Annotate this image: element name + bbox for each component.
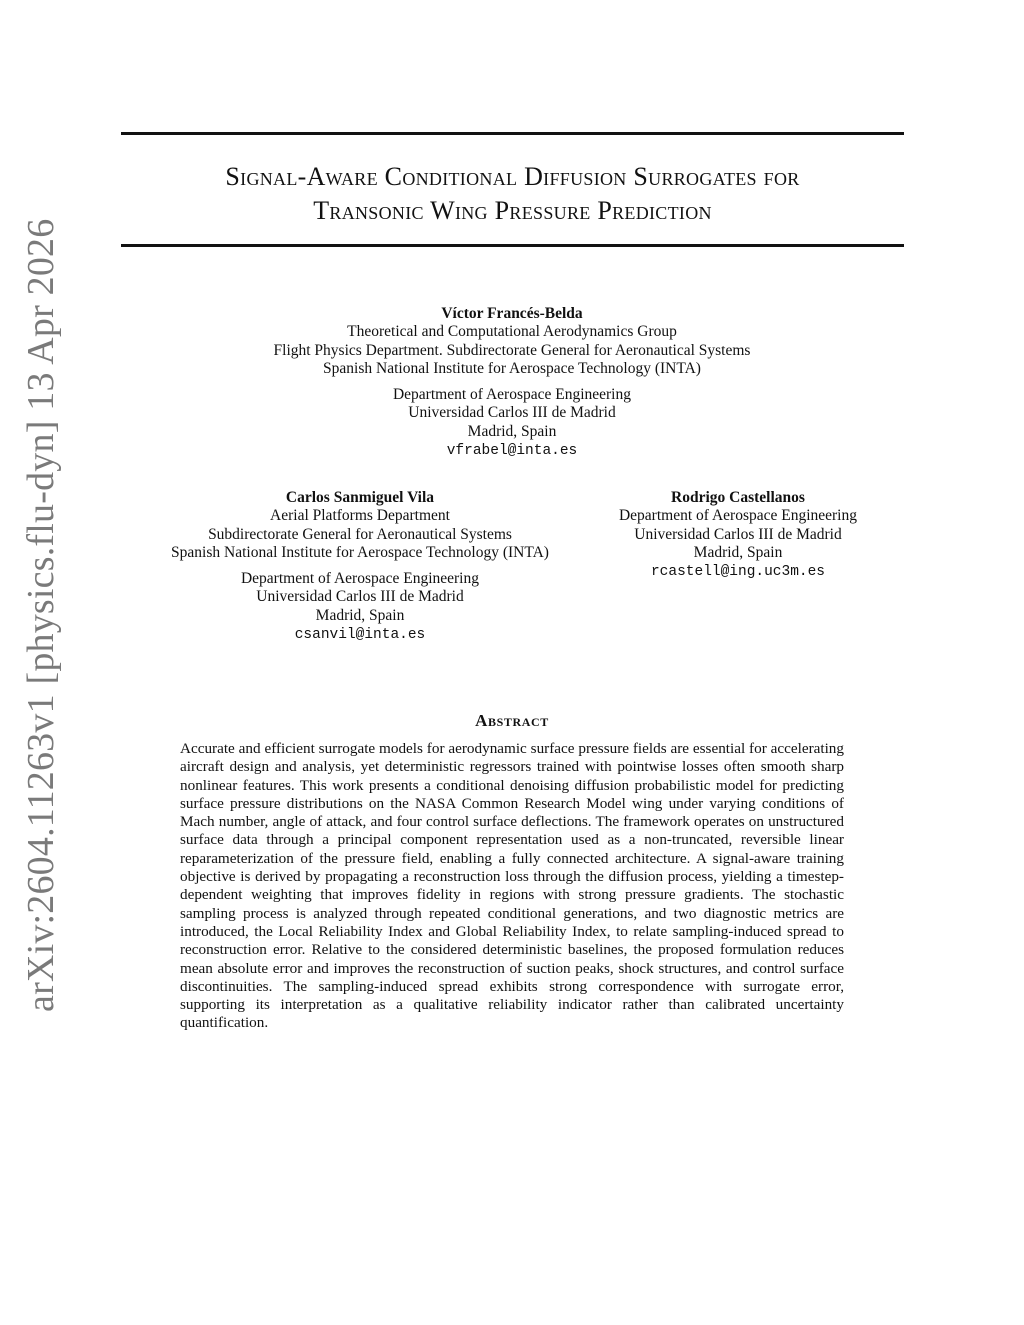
author-affiliation-line: Madrid, Spain: [315, 606, 405, 624]
abstract-body: Accurate and efficient surrogate models for aerodynamic surface pressure fields are essential for accelerating aircraft design and analysis, yet deterministic regressors trained with pointwise losses often smooth sharp nonlinear features. This work presents a conditional denoising diffusion probabilistic model for predicting surface pressure distributions on the NASA Common Research Model wing under varying conditions of Mach number, angle of attack, and four control surface deflections. The framework operates on unstructured surface data through a principal component representation used as a non-truncated, reversible linear reparameterization of the pressure field, enabling a fully connected architecture. A signal-aware training objective is derived by propagating a reconstruction loss through the diffusion process, yielding a timestep-dependent weighting that improves fidelity in regions with strong pressure gradients. The stochastic sampling process is analyzed through repeated conditional generations, and two diagnostic metrics are introduced, the Local Reliability Index and Global Reliability Index, to relate sampling-induced spread to reconstruction error. Relative to the considered deterministic baselines, the proposed formulation reduces mean absolute error and improves the reconstruction of suction peaks, shock structures, and control surface discontinuities. The sampling-induced spread exhibits strong correspondence with surrogate error, supporting its interpretation as a qualitative reliability indicator rather than calibrated uncertainty quantification.: [180, 740, 844, 1032]
author-affiliation-line: Department of Aerospace Engineering: [618, 507, 857, 525]
paper-title-line-1: Signal-Aware Conditional Diffusion Surrogates for: [225, 162, 800, 191]
author-block-2: [140, 489, 580, 644]
author-affiliation-line: Flight Physics Department. Subdirectorate General for Aeronautical Systems: [273, 341, 751, 359]
title-rule-bottom: [121, 244, 904, 247]
author-affiliation-line: Universidad Carlos III de Madrid: [408, 404, 616, 422]
author-name: Víctor Francés-Belda: [441, 305, 583, 322]
author-affiliation-line: Universidad Carlos III de Madrid: [634, 525, 842, 543]
author-affiliation-line: Department of Aerospace Engineering: [392, 386, 631, 404]
author-affiliation-line: Universidad Carlos III de Madrid: [256, 588, 464, 606]
author-name: Carlos Sanmiguel Vila: [285, 489, 435, 506]
author-affiliation-line: Department of Aerospace Engineering: [240, 570, 479, 588]
author-email-link[interactable]: rcastell@ing.uc3m.es: [650, 564, 826, 581]
author-email-link[interactable]: vfrabel@inta.es: [446, 443, 578, 460]
author-name: Rodrigo Castellanos: [671, 489, 805, 506]
author-email-link[interactable]: csanvil@inta.es: [294, 627, 426, 644]
paper-title: [121, 160, 904, 228]
arxiv-identifier-stamp: arXiv:2604.11263v1 [physics.flu-dyn] 13 Apr 2026: [20, 218, 62, 1012]
author-block-3: [588, 489, 888, 581]
title-rule-top: [121, 132, 904, 135]
author-affiliation-line: Madrid, Spain: [693, 543, 783, 561]
author-affiliation-line: Madrid, Spain: [467, 422, 557, 440]
author-affiliation-line: Spanish National Institute for Aerospace Technology (INTA): [171, 543, 549, 561]
author-affiliation-line: Theoretical and Computational Aerodynamics Group: [347, 323, 677, 341]
abstract-heading: Abstract: [475, 711, 549, 730]
author-affiliation-line: Aerial Platforms Department: [270, 507, 450, 525]
author-affiliation-line: Spanish National Institute for Aerospace Technology (INTA): [323, 359, 701, 377]
paper-title-line-2: Transonic Wing Pressure Prediction: [313, 196, 712, 225]
author-affiliation-line: Subdirectorate General for Aeronautical Systems: [208, 525, 512, 543]
author-block-1: [200, 305, 824, 460]
